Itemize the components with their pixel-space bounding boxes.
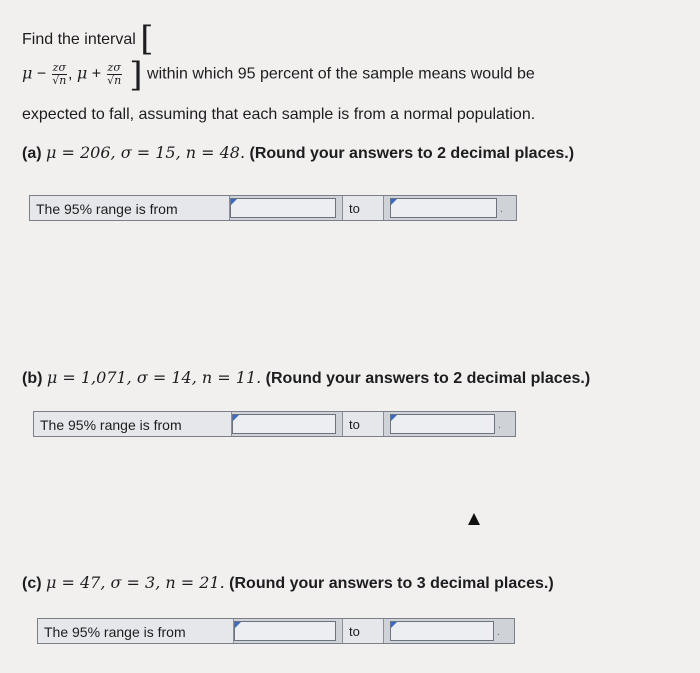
question-b-params: μ = 1,071, σ = 14, n = 11. [46,368,262,387]
suffix-b: . [498,420,501,431]
range-label-a: The 95% range is from [30,196,230,220]
answer-row-a [29,195,517,221]
question-a: (a) μ = 206, σ = 15, n = 48. (Round your answers to 2 decimal places.) [22,143,575,162]
interval-formula: μ − $\frac{z\sigma}{√n}$ , μ + $\frac{z\sigma}{√n}$ ] within which 95 percent of the sample means would be [22,54,535,95]
question-b-instruction: (Round your answers to 2 decimal places.) [265,370,591,387]
range-label-c: The 95% range is from [38,619,234,643]
answer-row-b [33,411,516,437]
question-c-params: μ = 47, σ = 3, n = 21. [46,573,225,592]
close-bracket: ] [129,54,143,95]
open-bracket: [ [140,19,154,59]
prompt-line-2: expected to fall, assuming that each sample is from a normal population. [22,106,536,123]
question-b: (b) μ = 1,071, σ = 14, n = 11. (Round your answers to 2 decimal places.) [22,368,591,387]
to-label-a: to [342,196,384,220]
range-label-b: The 95% range is from [34,412,232,436]
formula-mu: μ [22,63,33,83]
question-c: (c) μ = 47, σ = 3, n = 21. (Round your answers to 3 decimal places.) [22,573,554,592]
formula-minus: − [36,65,47,83]
within-text: within which 95 percent of the sample means would be [147,65,535,83]
question-a-instruction: (Round your answers to 2 decimal places.) [249,145,575,162]
question-c-instruction: (Round your answers to 3 decimal places.) [229,575,554,592]
answer-row-c [37,618,515,644]
mouse-cursor-icon [468,513,480,525]
to-label-c: to [342,619,384,643]
from-input-b[interactable] [232,414,336,434]
prompt-intro [22,19,154,59]
to-input-b[interactable] [390,414,495,434]
to-input-a[interactable] [390,198,497,218]
suffix-a: . [500,204,503,215]
formula-fraction-right: $\frac{z\sigma}{√n}$ [107,61,122,87]
to-label-b: to [342,412,384,436]
formula-plus: + [91,65,102,83]
from-input-a[interactable] [230,198,336,218]
question-a-params: μ = 206, σ = 15, n = 48. [46,143,246,162]
to-input-c[interactable] [390,621,494,641]
suffix-c: . [497,627,500,638]
find-interval-text: Find the interval [22,31,136,48]
formula-fraction-left: $\frac{z\sigma}{√n}$ [52,61,67,87]
from-input-c[interactable] [234,621,336,641]
